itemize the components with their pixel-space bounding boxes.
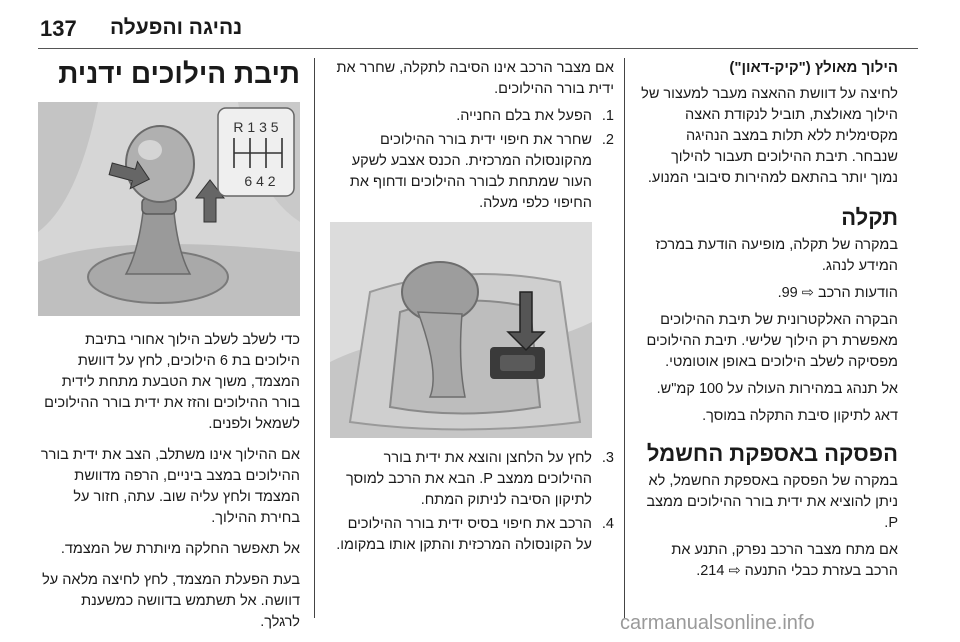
column-divider-left [314,58,315,618]
shifter-cover-illustration [330,222,592,438]
release-steps-a [328,106,614,214]
fault-text-4: אל תנהג במהירות העולה על 100 קמ"ש. [656,381,898,397]
fault-text-3: הבקרה האלקטרונית של תיבת ההילוכים מאפשרת רק הילוך שלישי. תיבת ההילוכים מפסיקה לשלב הילוכים באופן אוטומטי. [646,312,898,370]
step-number: 2. [601,132,614,148]
left-column [38,58,300,639]
page-header [0,0,960,52]
release-steps-b [328,448,614,556]
step-number: 3. [601,450,614,466]
clutch-slip-text: אל תאפשר החלקה מיותרת של המצמד. [60,541,300,557]
column-divider-right [624,58,625,618]
middle-column [328,58,614,559]
fault-heading: תקלה [841,205,898,230]
clutch-pedal-text: בעת הפעלת המצמד, לחץ לחיצה מלאה על דוושה. אל תשתמש בדוושה כמשענת לרגלך. [42,572,300,630]
list-item [328,448,614,511]
chapter-title: נהיגה והפעלה [110,16,243,39]
right-column [640,58,898,588]
gear-pattern-bottom: 2 4 6 [244,173,276,189]
power-text-1: במקרה של הפסקה באספקת החשמל, לא ניתן להוציא את ידית בורר ההילוכים ממצב P. [646,473,898,531]
manual-shifter-illustration [38,102,300,316]
step-text: הרכב את חיפוי בסיס ידית בורר ההילוכים על הקונסולה המרכזית והתקן אותו במקומו. [336,516,592,553]
power-text-2: אם מתח מצבר הרכב נפרק, התנע את הרכב בעזרת כבלי התנעה ⇨ 214. [671,542,898,579]
power-heading: הפסקה באספקת החשמל [646,441,898,466]
manual-transmission-heading: תיבת הילוכים ידנית [58,58,300,89]
step-number: 4. [601,516,614,532]
fault-text-2: הודעות הרכב ⇨ 99. [777,285,898,301]
fault-text-5: דאג לתיקון סיבת התקלה במוסך. [702,408,898,424]
header-rule [38,48,918,49]
step-number: 1. [601,108,614,124]
fault-text-1: במקרה של תקלה, מופיעה הודעת במרכז המידע לנהג. [655,237,898,274]
kickdown-text: לחיצה על דוושת ההאצה מעבר למעצור של הילוך מאולצת, תוביל לנקודת האצה מקסימלית ללא תלות במצב הנהיגה שנבחר. תיבת ההילוכים תעבור להילוך נמוך יותר בהתאם למהירות סיבובי המנוע. [641,86,898,186]
gear-pattern-top: R 1 3 5 [233,119,279,135]
kickdown-heading: הילוך מאולץ ("קיק-דאון") [729,59,898,76]
step-text: לחץ על הלחצן והוצא את ידית בורר ההילוכים ממצב P. הבא את הרכב למוסך לתיקון הסיבה לניתוק המתח. [345,450,592,508]
list-item [328,514,614,556]
reverse-gear-text: כדי לשלב לשלב הילוך אחורי בתיבת הילוכים בת 6 הילוכים, לחץ על דוושת המצמד, משוך את הטבעת מתחת לידית בורר ההילוכים והזז את ידית בורר ההילוכים לשמאל ולפנים. [44,332,300,432]
watermark: carmanualsonline.info [620,612,815,634]
gear-knob-image [38,102,300,316]
shifter-release-image [330,222,592,438]
page-number: 137 [40,16,77,41]
release-intro: אם מצבר הרכב אינו הסיבה לתקלה, שחרר את ידית בורר ההילוכים. [336,60,614,97]
list-item [328,130,614,214]
step-text: שחרר את חיפוי ידית בורר ההילוכים מהקונסולה המרכזית. הכנס אצבע לשקע העור שמתחת לבורר ההילוכים ודחוף את החיפוי כלפי מעלה. [349,132,592,211]
gear-not-engaged-text: אם ההילוך אינו משתלב, הצב את ידית בורר ההילוכים במצב ביניים, הרפה מדוושת המצמד ולחץ עליה שוב. עתה, חזור על בחירת ההילוך. [40,447,300,526]
step-text: הפעל את בלם החנייה. [456,108,592,124]
list-item [328,106,614,127]
